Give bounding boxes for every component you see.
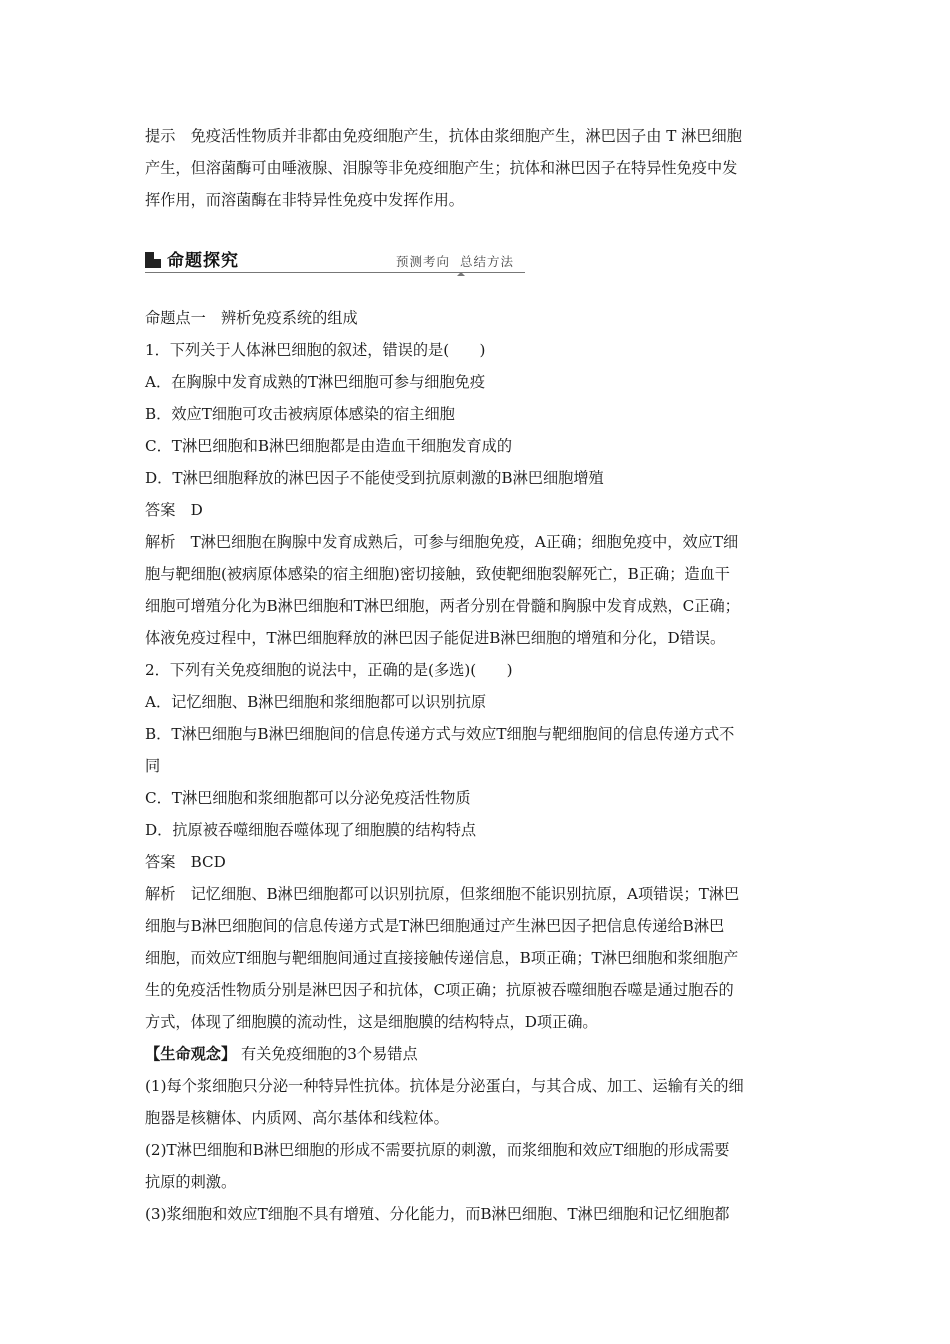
banner-notch xyxy=(457,272,465,276)
concept-line: (3)浆细胞和效应T细胞不具有增殖、分化能力，而B淋巴细胞、T淋巴细胞和记忆细胞都 xyxy=(145,1205,730,1223)
point-heading: 命题点一 辨析免疫系统的组成 xyxy=(145,309,358,327)
q1-option-d: D．T淋巴细胞释放的淋巴因子不能使受到抗原刺激的B淋巴细胞增殖 xyxy=(145,469,604,487)
concept-line: 胞器是核糖体、内质网、高尔基体和线粒体。 xyxy=(145,1109,449,1127)
q2-analysis-line: 方式，体现了细胞膜的流动性，这是细胞膜的结构特点，D项正确。 xyxy=(145,1013,598,1031)
q1-option-c: C．T淋巴细胞和B淋巴细胞都是由造血干细胞发育成的 xyxy=(145,437,513,455)
concept-title: 有关免疫细胞的3个易错点 xyxy=(240,1045,418,1063)
q2-stem: 2．下列有关免疫细胞的说法中，正确的是(多选)( ) xyxy=(145,661,513,679)
q2-analysis-line: 细胞，而效应T细胞与靶细胞间通过直接接触传递信息，B项正确；T淋巴细胞和浆细胞产 xyxy=(145,949,739,967)
q1-analysis-line: 细胞可增殖分化为B淋巴细胞和T淋巴细胞，两者分别在骨髓和胸腺中发育成熟，C正确； xyxy=(145,597,740,615)
q1-answer: 答案 D xyxy=(145,501,203,519)
q1-option-a: A．在胸腺中发育成熟的T淋巴细胞可参与细胞免疫 xyxy=(145,373,486,391)
banner-square-icon xyxy=(145,252,161,268)
banner-title: 命题探究 xyxy=(167,251,239,271)
q1-option-b: B．效应T细胞可攻击被病原体感染的宿主细胞 xyxy=(145,405,455,423)
concept-line: 抗原的刺激。 xyxy=(145,1173,237,1191)
q1-analysis-line: 胞与靶细胞(被病原体感染的宿主细胞)密切接触，致使靶细胞裂解死亡，B正确；造血干 xyxy=(145,565,730,583)
hint-line-1: 提示 免疫活性物质并非都由免疫细胞产生，抗体由浆细胞产生，淋巴因子由 T 淋巴细胞 xyxy=(145,127,742,145)
q2-option-a: A．记忆细胞、B淋巴细胞和浆细胞都可以识别抗原 xyxy=(145,693,487,711)
q2-option-b: B．T淋巴细胞与B淋巴细胞间的信息传递方式与效应T细胞与靶细胞间的信息传递方式不 xyxy=(145,725,735,743)
banner-sub-2: 总结方法 xyxy=(460,254,515,269)
q1-analysis-line: 体液免疫过程中，T淋巴细胞释放的淋巴因子能促进B淋巴细胞的增殖和分化，D错误。 xyxy=(145,629,726,647)
banner-sub-1: 预测考向 xyxy=(396,254,451,269)
document-body xyxy=(145,120,811,1230)
q2-option-b-cont: 同 xyxy=(145,757,161,775)
concept-heading xyxy=(145,1038,811,1070)
q2-option-c: C．T淋巴细胞和浆细胞都可以分泌免疫活性物质 xyxy=(145,789,471,807)
q2-analysis-line: 解析 记忆细胞、B淋巴细胞都可以识别抗原，但浆细胞不能识别抗原，A项错误；T淋巴 xyxy=(145,885,740,903)
q2-analysis-line: 细胞与B淋巴细胞间的信息传递方式是T淋巴细胞通过产生淋巴因子把信息传递给B淋巴 xyxy=(145,917,725,935)
q2-analysis-line: 生的免疫活性物质分别是淋巴因子和抗体，C项正确；抗原被吞噬细胞吞噬是通过胞吞的 xyxy=(145,981,734,999)
q1-stem: 1．下列关于人体淋巴细胞的叙述，错误的是( ) xyxy=(145,341,486,359)
hint-line-2: 产生，但溶菌酶可由唾液腺、泪腺等非免疫细胞产生；抗体和淋巴因子在特异性免疫中发 xyxy=(145,159,738,177)
concept-line: (2)T淋巴细胞和B淋巴细胞的形成不需要抗原的刺激，而浆细胞和效应T细胞的形成需要 xyxy=(145,1141,730,1159)
concept-line: (1)每个浆细胞只分泌一种特异性抗体。抗体是分泌蛋白，与其合成、加工、运输有关的细 xyxy=(145,1077,744,1095)
q2-answer: 答案 BCD xyxy=(145,853,226,871)
q1-analysis-line: 解析 T淋巴细胞在胸腺中发育成熟后，可参与细胞免疫，A正确；细胞免疫中，效应T细 xyxy=(145,533,739,551)
section-banner xyxy=(145,242,525,276)
hint-line-3: 挥作用，而溶菌酶在非特异性免疫中发挥作用。 xyxy=(145,191,464,209)
banner-rule xyxy=(145,272,525,273)
q2-option-d: D．抗原被吞噬细胞吞噬体现了细胞膜的结构特点 xyxy=(145,821,477,839)
concept-tag: 【生命观念】 xyxy=(145,1045,237,1063)
